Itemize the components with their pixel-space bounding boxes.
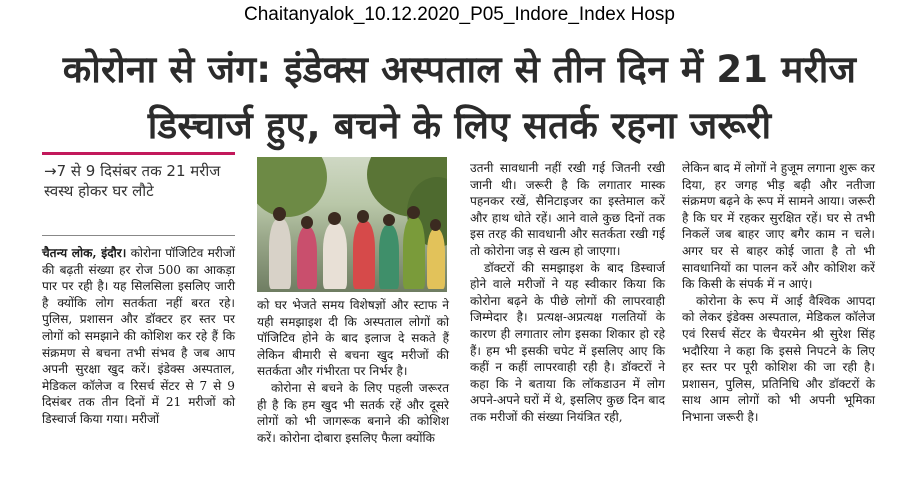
paragraph-text: कोरोना पॉजिटिव मरीजों की बढ़ती संख्या हर रोज 500 का आकड़ा पार पर रही है। यह सिलसिला इसलिए जारी है क्योंकि लोग सतर्कता नहीं बरत रहे। पुलिस, प्रशासन और डॉक्टर हर स्तर पर लोगों को समझाने की कोशिश कर रहे हैं कि संक्रमण से बचना तभी संभव है जब आप अपनी सुरक्षा खुद करें। इंडेक्स अस्पताल, मेडिकल कॉलेज व रिसर्च सेंटर से 7 से 9 दिसंबर तक तीन दिनों में 21 मरीजों को डिस्चार्ज किया गया। मरीजों xyxy=(42,246,235,426)
paragraph: कोरोना के रूप में आई वैश्विक आपदा को लेकर इंडेक्स अस्पताल, मेडिकल कॉलेज एवं रिसर्च सेंटर के चैयरमेन श्री सुरेश सिंह भदौरिया ने कहा कि इससे निपटने के लिए हर स्तर पर पूरी कोशिश की जा रही है। प्रशासन, पुलिस, प्रतिनिधि और डॉक्टरों के साथ आम लोगों को भी अपनी भूमिका निभाना जरूरी है। xyxy=(682,293,875,424)
kicker-rule xyxy=(42,152,235,155)
dateline: चैतन्य लोक, इंदौर। xyxy=(42,246,127,260)
kicker-divider xyxy=(42,235,235,236)
paragraph: लेकिन बाद में लोगों ने हुजूम लगाना शुरू कर दिया, हर जगह भीड़ बढ़ी और नतीजा संक्रमण बढ़ने के रूप में सामने आया। जरूरी है कि घर में रहकर सुरक्षित रहें। घर से तभी निकलें जब बाहर जाए बगैर काम न चले। अगर घर से बाहर कोई जाता है तो भी सावधानियों का पालन करें और कोशिश करें कि किसी के संपर्क में न आएं। xyxy=(682,161,875,292)
column-1 xyxy=(42,245,235,428)
paragraph: को घर भेजते समय विशेषज्ञों और स्टाफ ने यही समझाइश दी कि अस्पताल लोगों को पॉजिटिव होने के बाद इलाज दे सकते हैं लेकिन बीमारी से बचना खुद मरीजों की सतर्कता और गंभीरता पर निर्भर है। xyxy=(257,298,449,379)
paragraph: डॉक्टरों की समझाइश के बाद डिस्चार्ज होने वाले मरीजों ने यह स्वीकार किया कि कोरोना बढ़ने के पीछे लोगों की लापरवाही जिम्मेदार है। प्रत्यक्ष-अप्रत्यक्ष गलतियों के कारण ही लगातार लोग इसका शिकार हो रहे हैं। हम भी इसकी चपेट में इसलिए आए कि कहीं न कहीं लापरवाही रही है। डॉक्टरों ने कहा कि ने बताया कि लॉकडाउन में लोग अपने-अपने घरों में थे, इसलिए कुछ दिन बाद तक मरीजों की संख्या नियंत्रित रही, xyxy=(470,260,665,424)
photo-image xyxy=(257,157,447,292)
column-2 xyxy=(257,297,449,446)
headline-line-1: कोरोना से जंग: इंडेक्स अस्पताल से तीन दिन में 21 मरीज xyxy=(62,48,857,91)
column-4 xyxy=(682,160,875,426)
paragraph: कोरोना से बचने के लिए पहली जरूरत ही है कि हम खुद भी सतर्क रहें और दूसरे लोगों को भी जागरूक बनाने की कोशिश करें। कोरोना दोबारा इसलिए फैला क्योंकि xyxy=(257,380,449,445)
column-3 xyxy=(470,160,665,426)
headline-line-2: डिस्चार्ज हुए, बचने के लिए सतर्क रहना जरूरी xyxy=(147,104,772,147)
paragraph xyxy=(42,245,235,428)
kicker: →7 से 9 दिसंबर तक 21 मरीज स्वस्थ होकर घर लौटे xyxy=(44,162,221,200)
paragraph: उतनी सावधानी नहीं रखी गई जितनी रखी जानी थी। जरूरी है कि लगातार मास्क पहनकर रखें, सैनिटाइजर का इस्तेमाल करें और हाथ धोते रहें। आने वाले कुछ दिनों तक इस तरह की सावधानी और सतर्कता रखी गई तो कोरोना जड़ से खत्म हो जाएगा। xyxy=(470,161,665,258)
source-line: Chaitanyalok_10.12.2020_P05_Indore_Index Hosp xyxy=(244,4,675,25)
